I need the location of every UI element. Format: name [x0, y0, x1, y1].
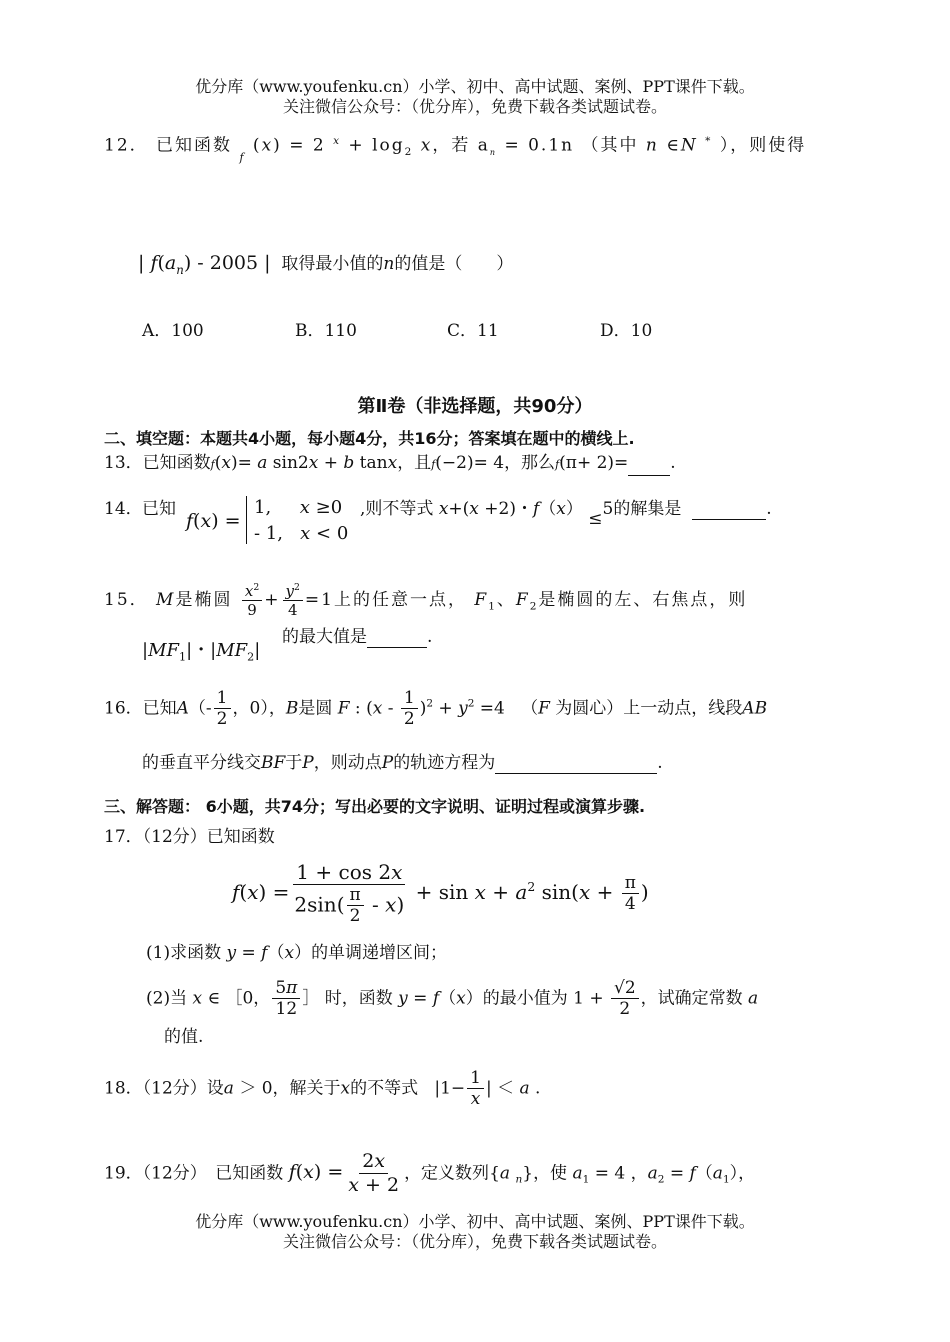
- question-17-part1: (1)求函数 y = f（x）的单调递增区间；: [146, 943, 448, 963]
- question-14-brace: [246, 496, 247, 544]
- question-13-number: 13．: [104, 453, 143, 473]
- question-13-lead: 已知函数: [142, 453, 211, 473]
- question-12-option-b: B．110: [295, 321, 357, 341]
- question-18-mid2: 的不等式: [350, 1078, 419, 1099]
- question-17-part2-text3: ，试确定常数: [640, 988, 743, 1009]
- section-2-heading: 二、填空题：本题共4小题，每小题4分，共16分；答案填在题中的横线上.: [104, 429, 635, 448]
- question-14-case1: 1, x ≥0: [254, 497, 343, 518]
- question-18-number: 18．: [104, 1078, 143, 1099]
- question-16-line2b: 于: [285, 753, 303, 773]
- question-12-lead: 已知函数: [156, 135, 233, 156]
- question-18-mid: ，解关于: [272, 1078, 341, 1099]
- question-16-number: 16．: [104, 698, 143, 719]
- question-12-2005: 2005: [209, 252, 259, 274]
- question-16-line2: 的垂直平分线交BF于P，则动点P的轨迹方程为 .: [142, 753, 663, 773]
- question-12-tail: 取得最小值的: [281, 254, 384, 274]
- question-12-option-d: D．10: [600, 321, 653, 341]
- question-12-tail2: 的值是（ ）: [394, 254, 514, 274]
- question-14-tail: 5的解集是: [602, 499, 682, 519]
- page-header-line2: 关注微信公众号：（优分库），免费下载各类试题试卷。: [282, 97, 667, 116]
- question-15-product: $|MF_1|$・$|MF_2|$: [142, 640, 261, 664]
- question-14-mid: ,则不等式: [360, 499, 434, 519]
- question-17-part2: (2)当 x ∈ ［0， $\frac{5\pi}{12}$ ］ 时，函数 y = f（x）的最小值为 1 + $\frac{√2}{2}$ ，试确定常数 a: [146, 978, 759, 1020]
- question-17-line1: [104, 826, 275, 848]
- question-17-part2-text2: 的最小值为: [482, 988, 568, 1009]
- question-16-mid2: （: [521, 698, 539, 719]
- question-13: 13．已知函数f(x)= a sin2x + b tanx，且f(−2)= 4，那么f(π+ 2)= .: [104, 452, 676, 476]
- question-16-line2d: 的轨迹方程为: [393, 753, 496, 773]
- question-15-text5: 的最大值是: [282, 627, 367, 647]
- question-12-line2: | $f(a_n) - 2005$ | 取得最小值的n的值是（ ）: [138, 252, 514, 277]
- question-12-option-c: C．11: [447, 321, 499, 341]
- question-14-rest: ,则不等式 x+(x +2)・f（x） ≤5的解集是 .: [360, 499, 772, 529]
- question-16-line2a: 的垂直平分线交: [142, 753, 261, 773]
- question-17-part1-text: 的单调递增区间；: [311, 943, 448, 963]
- question-17-part1-label: (1)求函数: [146, 943, 222, 963]
- question-12-line1: 12． 已知函数 $_f$ (x) = 2 $^x + \log_2 x$，若 $a_n = 0.1n$ （其中 n ∈N * ），则使得: [104, 135, 807, 164]
- question-16-lead: 已知: [142, 698, 177, 719]
- question-16-mid3: 为圆心）上一动点，线段: [555, 698, 743, 719]
- question-15-line1: 15． M是椭圆 $\frac{x^2}{9}$ + $\frac{y^2}{4}$ =1上的任意一点， $F_1$、$F_2$是椭圆的左、右焦点，则: [104, 582, 748, 619]
- question-12-mid1: ，若: [432, 135, 471, 156]
- question-18-lead: （12分）设: [142, 1078, 224, 1099]
- question-15-text3: 、: [496, 590, 516, 610]
- question-12-mid2: （其中: [581, 135, 639, 156]
- question-13-mid: ，且: [397, 453, 432, 473]
- question-19-mid: ，定义数列: [404, 1163, 490, 1184]
- question-16-line2c: ，则动点: [313, 753, 382, 773]
- question-18: 18．（12分）设a ＞ 0，解关于x的不等式 |1− $\frac{1}{x}$ | ＜ a .: [104, 1068, 541, 1110]
- question-17-part2-end: 的值.: [164, 1027, 204, 1047]
- question-14-function: f(x) =: [186, 510, 241, 532]
- page-header-line1: 优分库（www.youfenku.cn）小学、初中、高中试题、案例、PPT课件下载。: [195, 77, 755, 96]
- part-2-title: 第Ⅱ卷（非选择题，共90分）: [357, 396, 593, 417]
- question-15-line2: 的最大值是 .: [282, 627, 433, 647]
- question-17-part2-label: (2)当: [146, 988, 188, 1009]
- question-16-mid: 是圆: [298, 698, 333, 719]
- question-14-number: 14．: [104, 499, 143, 519]
- question-14-case2: - 1, x < 0: [254, 523, 349, 544]
- question-19: 19．（12分） 已知函数 f(x) = $\frac{2x}{x + 2}$ ，定义数列{a $_n$}，使 $a_1 = 4$ ，$a_2 = f(a_1)$，: [104, 1150, 756, 1196]
- section-3-heading: 三、解答题： 6小题，共74分；写出必要的文字说明、证明过程或演算步骤.: [104, 797, 646, 816]
- question-14-lead: 已知: [142, 499, 176, 519]
- question-12-option-a: A．100: [142, 321, 204, 341]
- question-12-number: 12．: [104, 135, 149, 156]
- question-15-text2: 上的任意一点，: [333, 590, 467, 610]
- page-footer-line1: 优分库（www.youfenku.cn）小学、初中、高中试题、案例、PPT课件下载。: [195, 1212, 755, 1231]
- question-13-mid2: ，那么: [504, 453, 556, 473]
- question-17-number: 17．: [104, 827, 143, 847]
- question-15-text1: 是椭圆: [175, 590, 233, 610]
- question-17-part2-text: 时，函数: [324, 988, 393, 1009]
- question-16-line1: 16．已知A（- $\frac{1}{2}$ ，0），B是圆 F : (x - $\frac{1}{2}$ )$^2 + y^2 =4$ （F 为圆心）上一动点，线段AB: [104, 688, 768, 730]
- question-19-mid2: ，使: [533, 1163, 568, 1184]
- question-19-mid3: ，: [738, 1163, 756, 1184]
- page-footer-line2: 关注微信公众号：（优分库），免费下载各类试题试卷。: [282, 1232, 667, 1251]
- question-15-number: 15．: [104, 590, 149, 610]
- question-12-end: ），则使得: [719, 135, 807, 156]
- question-15-text4: 是椭圆的左、右焦点，则: [538, 590, 748, 610]
- question-17-formula: f(x) = 1 + cos 2x 2sin( $\frac{\pi}{2}$ - x) + $\sin x + a^2$ sin(x + $\frac{\pi}{4}$ ): [232, 860, 649, 927]
- question-19-lead: （12分） 已知函数: [142, 1163, 284, 1184]
- question-17-lead: （12分）已知函数: [142, 827, 275, 847]
- question-19-number: 19．: [104, 1163, 143, 1184]
